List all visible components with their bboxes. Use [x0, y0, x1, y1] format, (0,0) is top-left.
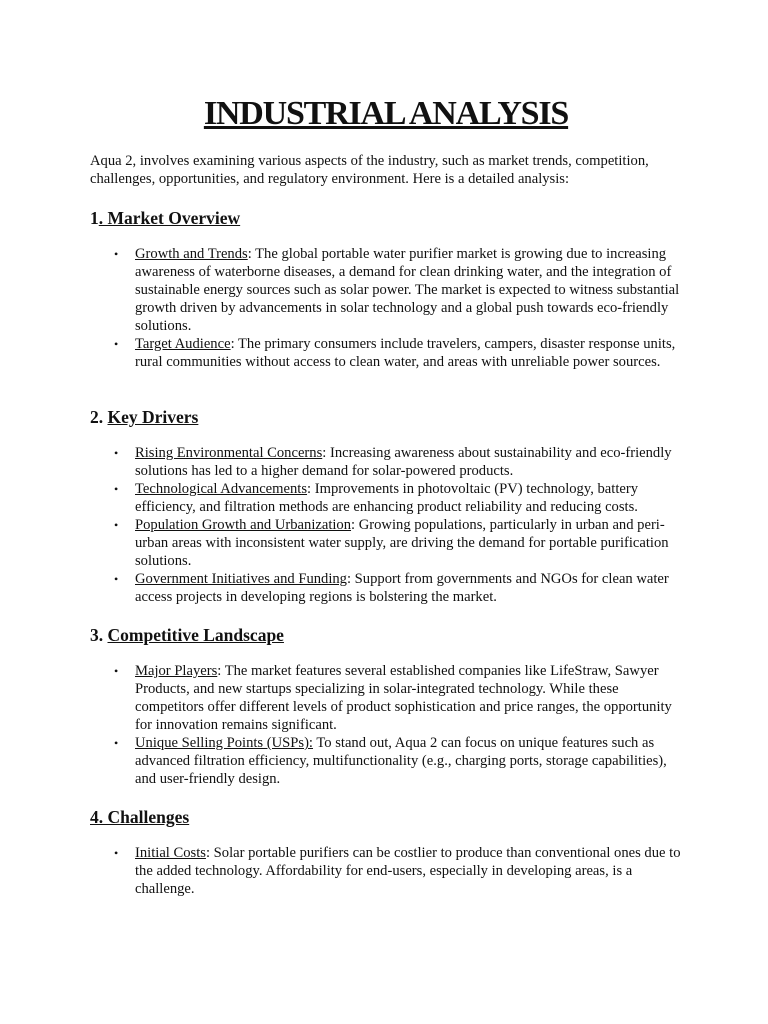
- bullet-icon: •: [114, 337, 119, 351]
- bullet-icon: •: [114, 572, 119, 586]
- section-number: 1: [90, 208, 99, 228]
- item-text: To stand out, Aqua 2 can focus on unique features such as advanced filtration efficiency, multifunctionality (e.g., charging ports, storage capabilities), and user-friendly design.: [135, 735, 667, 787]
- bullet-icon: •: [114, 518, 119, 532]
- item-term: Technological Advancements: [135, 481, 308, 497]
- section-competitive-landscape: [90, 624, 682, 787]
- item-text: : Growing populations, particularly in urban and peri-urban areas with inconsistent water supply, are driving the demand for portable purification solutions.: [135, 517, 669, 569]
- bullet-icon: •: [114, 664, 119, 678]
- section-key-drivers: [90, 406, 682, 605]
- item-term: Rising Environmental Concerns: [135, 445, 323, 461]
- bullet-list: [90, 662, 682, 788]
- section-title: Key Drivers: [107, 407, 199, 427]
- bullet-icon: •: [114, 482, 119, 496]
- item-text: : Solar portable purifiers can be costlier to produce than conventional ones due to the added technology. Affordability for end-users, especially in developing areas, is a challenge.: [135, 845, 681, 897]
- section-heading: [90, 406, 682, 428]
- bullet-list: [90, 844, 682, 898]
- bullet-list: [90, 444, 682, 606]
- intro-paragraph: Aqua 2, involves examining various aspects of the industry, such as market trends, competition, challenges, opportunities, and regulatory environment. Here is a detailed analysis:: [90, 153, 649, 187]
- section-market-overview: [90, 207, 682, 370]
- list-item: [90, 844, 682, 898]
- bullet-list: [90, 245, 682, 371]
- section-number: 2.: [90, 407, 104, 427]
- section-heading: [90, 207, 682, 229]
- list-item: [90, 444, 682, 480]
- list-item: [90, 516, 682, 570]
- section-challenges: [90, 806, 682, 897]
- section-number: 3.: [90, 625, 104, 645]
- item-text: : Increasing awareness about sustainability and eco-friendly solutions has led to a higher demand for solar-powered products.: [135, 445, 672, 479]
- section-heading: [90, 806, 682, 828]
- list-item: [90, 335, 682, 371]
- item-term: Unique Selling Points (USPs):: [135, 735, 313, 751]
- list-item: [90, 734, 682, 788]
- section-heading: [90, 624, 682, 646]
- item-text: : The global portable water purifier market is growing due to increasing awareness of waterborne diseases, a demand for clean drinking water, and the integration of sustainable energy sources such as solar power. The market is expected to witness substantial growth driven by advancements in solar technology and a global push towards eco-friendly solutions.: [135, 246, 680, 334]
- list-item: [90, 662, 682, 734]
- item-text: : The primary consumers include travelers, campers, disaster response units, rural communities without access to clean water, and areas with unreliable power sources.: [135, 336, 676, 370]
- list-item: [90, 480, 682, 516]
- bullet-icon: •: [114, 247, 119, 261]
- page-title: INDUSTRIAL ANALYSIS: [203, 95, 569, 132]
- section-title: . Market Overview: [98, 208, 241, 228]
- item-text: : Support from governments and NGOs for clean water access projects in developing regions is bolstering the market.: [135, 571, 669, 605]
- section-title: 4. Challenges: [90, 807, 190, 827]
- item-term: Major Players: [135, 663, 218, 679]
- item-term: Initial Costs: [135, 845, 206, 861]
- list-item: [90, 245, 682, 335]
- item-text: : Improvements in photovoltaic (PV) technology, battery efficiency, and filtration methods are enhancing product reliability and reducing costs.: [135, 481, 639, 515]
- item-text: : The market features several established companies like LifeStraw, Sawyer Products, and new startups specializing in solar-integrated technology. While these competitors offer different levels of product sophistication and price ranges, the opportunity for innovation remains significant.: [135, 663, 672, 733]
- item-term: Target Audience: [135, 336, 231, 352]
- section-title: Competitive Landscape: [107, 625, 284, 645]
- bullet-icon: •: [114, 846, 119, 860]
- item-term: Government Initiatives and Funding: [135, 571, 347, 587]
- bullet-icon: •: [114, 446, 119, 460]
- list-item: [90, 570, 682, 606]
- item-term: Growth and Trends: [135, 246, 248, 262]
- item-term: Population Growth and Urbanization: [135, 517, 352, 533]
- bullet-icon: •: [114, 736, 119, 750]
